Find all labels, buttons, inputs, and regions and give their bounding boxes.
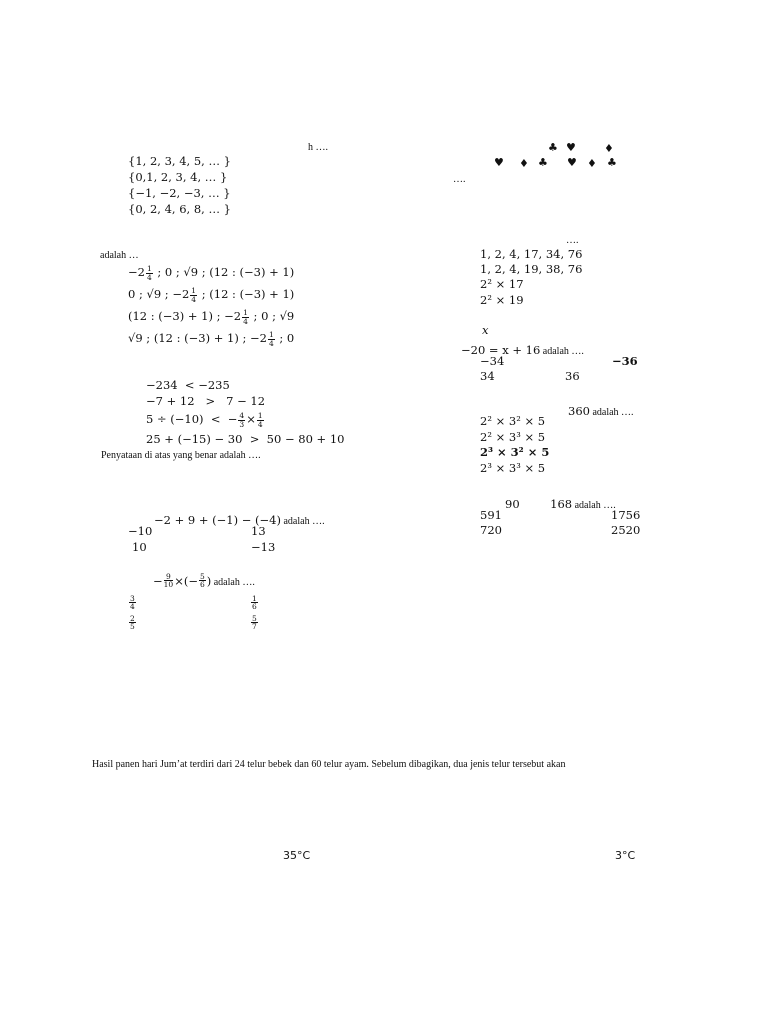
diamond-icon: ♦ — [604, 142, 614, 155]
diamond-icon: ♦ — [587, 157, 597, 170]
q2-stem: adalah … — [100, 250, 139, 261]
q2-option-a: −2 $\frac{1}{4}$ ; 0 ; √9 ; (12 : (−3) + 1) — [128, 264, 295, 282]
q1-option-b: {0,1, 2, 3, 4, … } — [128, 170, 228, 184]
q-pf-option-c: 2³ × 3² × 5 — [480, 445, 550, 459]
q-pf-option-b: 2² × 3³ × 5 — [480, 430, 546, 444]
q-eq-option-c: 34 — [480, 369, 495, 383]
q-lcm-option-c: 720 — [480, 523, 502, 537]
q-lcm-option-d: 2520 — [611, 523, 641, 537]
q2-option-c: (12 : (−3) + 1) ; −2 $\frac{1}{4}$ ; 0 ; √9 — [128, 308, 295, 326]
q1-option-a: {1, 2, 3, 4, 5, … } — [128, 154, 231, 168]
q5-option-d: $\frac{5}{7}$ — [252, 613, 257, 631]
diamond-icon: ♦ — [519, 157, 529, 170]
q2-option-b: 0 ; √9 ; −2 $\frac{1}{4}$ ; (12 : (−3) + 1) — [128, 286, 295, 304]
q3-statement-3: 5 ÷ (−10) < − $\frac{4}{3}$ × $\frac{1}{4}$ — [146, 411, 263, 429]
q5-option-a: $\frac{3}{4}$ — [130, 593, 135, 611]
q-eq-stem: −20 = x + 16 adalah …. — [461, 343, 584, 357]
q1-option-d: {0, 2, 4, 6, 8, … } — [128, 202, 231, 216]
q-pf-option-d: 2³ × 3³ × 5 — [480, 461, 546, 475]
q-eq-option-d: 36 — [565, 369, 580, 383]
q1-stem-tail: h …. — [308, 142, 328, 153]
q-eq-option-b: −36 — [612, 354, 638, 368]
q-eq-var: x — [482, 323, 489, 337]
q3-statement-4: 25 + (−15) − 30 > 50 − 80 + 10 — [146, 432, 345, 446]
q-lcm-option-b: 1756 — [611, 508, 641, 522]
q-seq-dots: …. — [566, 235, 579, 246]
q-lcm-option-a: 591 — [480, 508, 502, 522]
heart-icon: ♥ — [494, 156, 504, 169]
q1-option-c: {−1, −2, −3, … } — [128, 186, 231, 200]
q-eq-option-a: −34 — [480, 354, 505, 368]
q3-question: Penyataan di atas yang benar adalah …. — [101, 450, 261, 461]
q-seq-option-b: 1, 2, 4, 19, 38, 76 — [480, 262, 583, 276]
heart-icon: ♥ — [566, 141, 576, 154]
q5-stem: − $\frac{9}{10}$ ×(− $\frac{5}{6}$ ) adalah …. — [153, 571, 255, 589]
q2-option-d: √9 ; (12 : (−3) + 1) ; −2 $\frac{1}{4}$ ; 0 — [128, 330, 295, 348]
club-icon: ♣ — [607, 156, 617, 169]
q-lcm-stem: 90 168 adalah …. — [505, 497, 616, 511]
club-icon: ♣ — [548, 141, 558, 154]
heart-icon: ♥ — [567, 156, 577, 169]
story-paragraph: Hasil panen hari Jum’at terdiri dari 24 telur bebek dan 60 telur ayam. Sebelum dibagikan, dua jenis telur tersebut akan — [92, 759, 566, 770]
q4-option-b: 13 — [251, 524, 266, 538]
q3-statement-1: −234 < −235 — [146, 378, 230, 392]
q4-option-c: 10 — [132, 540, 147, 554]
q-seq-option-c: 2² × 17 — [480, 277, 524, 291]
club-icon: ♣ — [538, 156, 548, 169]
q-seq-option-d: 2² × 19 — [480, 293, 524, 307]
q4-option-d: −13 — [251, 540, 276, 554]
q-pf-stem: 360 adalah …. — [568, 404, 634, 418]
q3-statement-2: −7 + 12 > 7 − 12 — [146, 394, 266, 408]
q-seq-option-a: 1, 2, 4, 17, 34, 76 — [480, 247, 583, 261]
q5-option-c: $\frac{2}{5}$ — [130, 613, 135, 631]
temperature-1: 35°C — [283, 849, 311, 862]
q4-option-a: −10 — [128, 524, 153, 538]
temperature-2: 3°C — [615, 849, 636, 862]
suits-dots: …. — [453, 174, 466, 185]
q-pf-option-a: 2² × 3² × 5 — [480, 414, 546, 428]
q5-option-b: $\frac{1}{6}$ — [252, 593, 257, 611]
q4-stem: −2 + 9 + (−1) − (−4) adalah …. — [154, 513, 325, 527]
